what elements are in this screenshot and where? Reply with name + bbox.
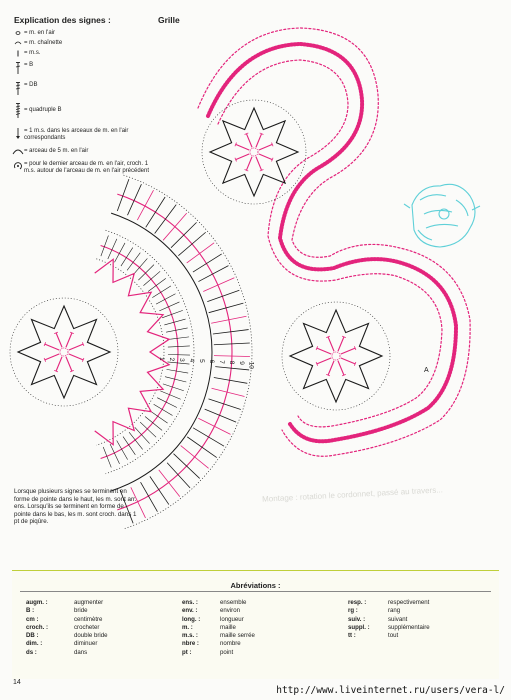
- petal-stroke: [66, 333, 72, 348]
- stitch-mark: [127, 184, 141, 215]
- petal-stroke: [338, 337, 344, 352]
- stitch-mark: [167, 337, 189, 340]
- legend-item: = m. chaînette: [12, 40, 157, 47]
- stitch-mark: [115, 243, 125, 262]
- pink-track: [198, 28, 470, 456]
- petal-stroke: [341, 348, 356, 354]
- abbreviations-box: [12, 570, 499, 679]
- star-motif-left: [10, 298, 118, 406]
- stitch-mark: [167, 369, 189, 373]
- fan-row: [117, 194, 232, 510]
- legend-item: = m. en l'air: [12, 30, 157, 37]
- stitch-mark: [157, 398, 177, 408]
- page-number: 14: [13, 679, 21, 686]
- dotted-ring: [202, 100, 306, 204]
- center-ring: [250, 148, 258, 156]
- petal-stroke: [328, 361, 334, 376]
- petal-stroke: [256, 157, 262, 171]
- row-number: 2: [167, 357, 175, 362]
- star-outline: [210, 108, 298, 196]
- stitch-mark: [150, 476, 169, 504]
- stitch-mark: [117, 441, 128, 460]
- row-number: 5: [197, 359, 205, 363]
- star-motif-right: [282, 302, 390, 410]
- watermark-url: http://www.liveinternet.ru/users/vera-l/: [276, 685, 505, 696]
- row-number: 10: [247, 361, 255, 369]
- abbreviations-title: Abréviations :: [230, 581, 281, 590]
- legend-note: Lorsque plusieurs signes se terminent en forme de pointe dans le haut, les m. sont arr. ens. Lorsqu'ils se terminent en forme de pointe dans le bas, les m. sont croch. dans 1 pt de piqûre.: [14, 488, 137, 526]
- pink-zigzag: [95, 259, 170, 444]
- petal-stroke: [328, 337, 334, 352]
- center-ring: [60, 348, 68, 356]
- stitch-mark: [121, 248, 133, 267]
- label-a: A: [424, 367, 429, 374]
- row-number: 6: [207, 359, 215, 364]
- legend-item: = 1 m.s. dans les arceaux de m. en l'air correspondants: [12, 128, 157, 142]
- fan-row: [111, 213, 212, 491]
- petal-stroke: [236, 144, 250, 150]
- abbr-column-3: resp. : respectivement rg : rang suiv. : suivant suppl. : supplémentaire tt : tout: [348, 599, 430, 640]
- pink-track: [208, 44, 456, 441]
- legend-item: = quadruple B: [12, 103, 157, 118]
- stitch-mark: [198, 418, 230, 434]
- star-motif-top: [202, 100, 306, 204]
- petal-stroke: [45, 354, 60, 360]
- stitch-mark: [140, 422, 156, 437]
- legend-title: Explication des signes :: [14, 15, 111, 25]
- cyan-sketch-icon: [404, 184, 480, 247]
- stitch-mark: [168, 362, 190, 364]
- stitch-mark: [215, 367, 249, 370]
- divider: [20, 591, 491, 592]
- legend-item: = B: [12, 62, 157, 74]
- stitch-mark: [152, 286, 171, 298]
- grid-title: Grille: [158, 15, 180, 25]
- stitch-mark: [205, 409, 236, 422]
- stitch-mark: [193, 428, 224, 446]
- petal-stroke: [236, 154, 250, 160]
- stitch-mark: [198, 266, 228, 282]
- stitch-mark: [129, 432, 143, 449]
- petal-stroke: [69, 354, 84, 360]
- stitch-mark: [159, 470, 180, 497]
- fan-row: [101, 245, 178, 458]
- petal-stroke: [56, 357, 62, 372]
- stitch-mark: [154, 404, 173, 415]
- petal-stroke: [56, 333, 62, 348]
- stitch-mark: [193, 254, 222, 272]
- stitch-mark: [156, 294, 175, 304]
- stitch-mark: [127, 253, 140, 271]
- stitch-mark: [137, 190, 153, 220]
- stitch-mark: [138, 265, 154, 281]
- row-number: 3: [177, 358, 185, 362]
- abbr-column-1: augm. : augmenter B : bride cm : centimètre croch. : crocheter DB : double bride dim. : diminuer ds : dans: [26, 599, 108, 656]
- stitch-mark: [168, 346, 190, 347]
- dotted-ring: [10, 298, 118, 406]
- center-ring: [332, 352, 340, 360]
- stitch-mark: [148, 278, 166, 291]
- legend-item: = pour le dernier arceau de m. en l'air, croch. 1 m.s. autour de l'arceau de m. en l'air précédent: [12, 161, 157, 175]
- stitch-mark: [123, 437, 135, 455]
- row-number: 9: [237, 361, 245, 365]
- stitch-mark: [166, 328, 188, 332]
- row-number: 8: [227, 360, 235, 365]
- petal-stroke: [69, 344, 84, 350]
- petal-stroke: [66, 357, 72, 372]
- faint-text: Montage : rotation le cordonnet, passé au travers...: [261, 485, 444, 504]
- row-number: 1: [157, 357, 165, 361]
- petal-stroke: [259, 144, 273, 150]
- stitch-mark: [209, 303, 244, 313]
- row-number: 4: [187, 358, 195, 363]
- petal-stroke: [45, 344, 60, 350]
- stitch-mark: [141, 482, 158, 512]
- petal-stroke: [341, 358, 356, 364]
- row-number: 7: [217, 360, 225, 364]
- petal-stroke: [317, 348, 332, 354]
- star-outline: [18, 306, 110, 398]
- petal-stroke: [256, 134, 262, 148]
- stitch-mark: [203, 278, 234, 292]
- petal-stroke: [338, 361, 344, 376]
- petal-stroke: [317, 358, 332, 364]
- abbr-column-2: ens. : ensemble env. : environ long. : longueur m. : maille m.s. : maille serrée nbre : nombre pt : point: [182, 599, 255, 656]
- legend-item: = DB: [12, 82, 157, 95]
- petal-stroke: [246, 157, 252, 171]
- star-outline: [290, 310, 382, 402]
- stitch-mark: [168, 354, 190, 355]
- stitch-mark: [214, 356, 250, 357]
- dotted-ring: [282, 302, 390, 410]
- legend-item: = arceau de 5 m. en l'air: [12, 148, 157, 155]
- stitch-mark: [187, 243, 214, 263]
- legend-item: = m.s.: [12, 50, 157, 57]
- petal-stroke: [259, 154, 273, 160]
- petal-stroke: [246, 134, 252, 148]
